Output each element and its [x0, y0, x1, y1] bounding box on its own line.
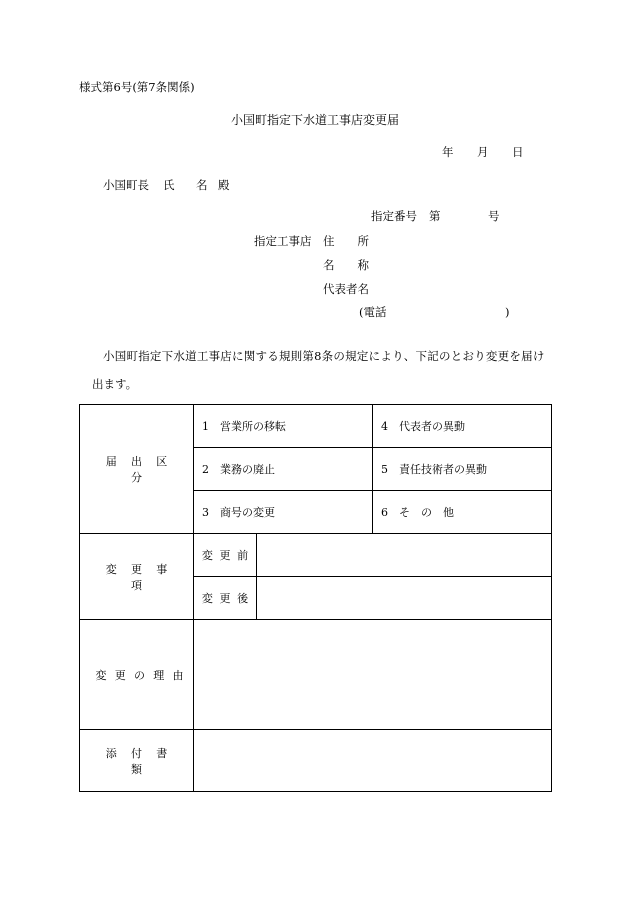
company-name-label: 名 称: [323, 258, 369, 272]
after-change-field[interactable]: [257, 577, 552, 620]
addressee-tono: 殿: [218, 178, 230, 192]
date-day: 日: [512, 145, 524, 159]
category-option-5[interactable]: 5 責任技術者の異動: [373, 448, 552, 491]
date-year: 年: [442, 145, 454, 159]
before-change-label: 変更前: [194, 534, 257, 577]
category-option-1[interactable]: 1 営業所の移転: [194, 405, 373, 448]
date-month: 月: [477, 145, 489, 159]
table-row: [80, 730, 552, 792]
reason-field[interactable]: [194, 620, 552, 730]
category-option-2[interactable]: 2 業務の廃止: [194, 448, 373, 491]
designation-dai: 第: [429, 209, 441, 223]
addressee-shi: 氏: [163, 178, 175, 192]
addressee-name: 小国町長: [103, 178, 149, 192]
category-option-4[interactable]: 4 代表者の異動: [373, 405, 552, 448]
phone-label: (電話: [359, 305, 387, 319]
table-row: [80, 620, 552, 730]
body-text-line2: 出ます。: [92, 377, 138, 391]
body-text-line1: 小国町指定下水道工事店に関する規則第8条の規定により、下記のとおり変更を届け: [103, 349, 545, 363]
addressee-mei: 名: [196, 178, 208, 192]
table-row: [80, 405, 552, 448]
representative-label: 代表者名: [323, 282, 369, 296]
change-notification-table: [79, 404, 552, 792]
form-reference: 様式第6号(第7条関係): [79, 80, 195, 94]
reason-label: 変更の理由: [80, 620, 194, 730]
address-label: 住 所: [323, 234, 369, 248]
before-change-field[interactable]: [257, 534, 552, 577]
document-title: 小国町指定下水道工事店変更届: [230, 113, 399, 127]
category-label: 届出区分: [80, 405, 194, 534]
category-option-3[interactable]: 3 商号の変更: [194, 491, 373, 534]
category-option-6[interactable]: 6 そ の 他: [373, 491, 552, 534]
attachments-field[interactable]: [194, 730, 552, 792]
designation-number-label: 指定番号: [371, 209, 417, 223]
shop-label: 指定工事店: [254, 234, 312, 248]
table-row: [80, 534, 552, 577]
phone-close-paren: ): [505, 305, 510, 319]
designation-go: 号: [488, 209, 500, 223]
change-items-label: 変更事項: [80, 534, 194, 620]
after-change-label: 変更後: [194, 577, 257, 620]
attachments-label: 添付書類: [80, 730, 194, 792]
